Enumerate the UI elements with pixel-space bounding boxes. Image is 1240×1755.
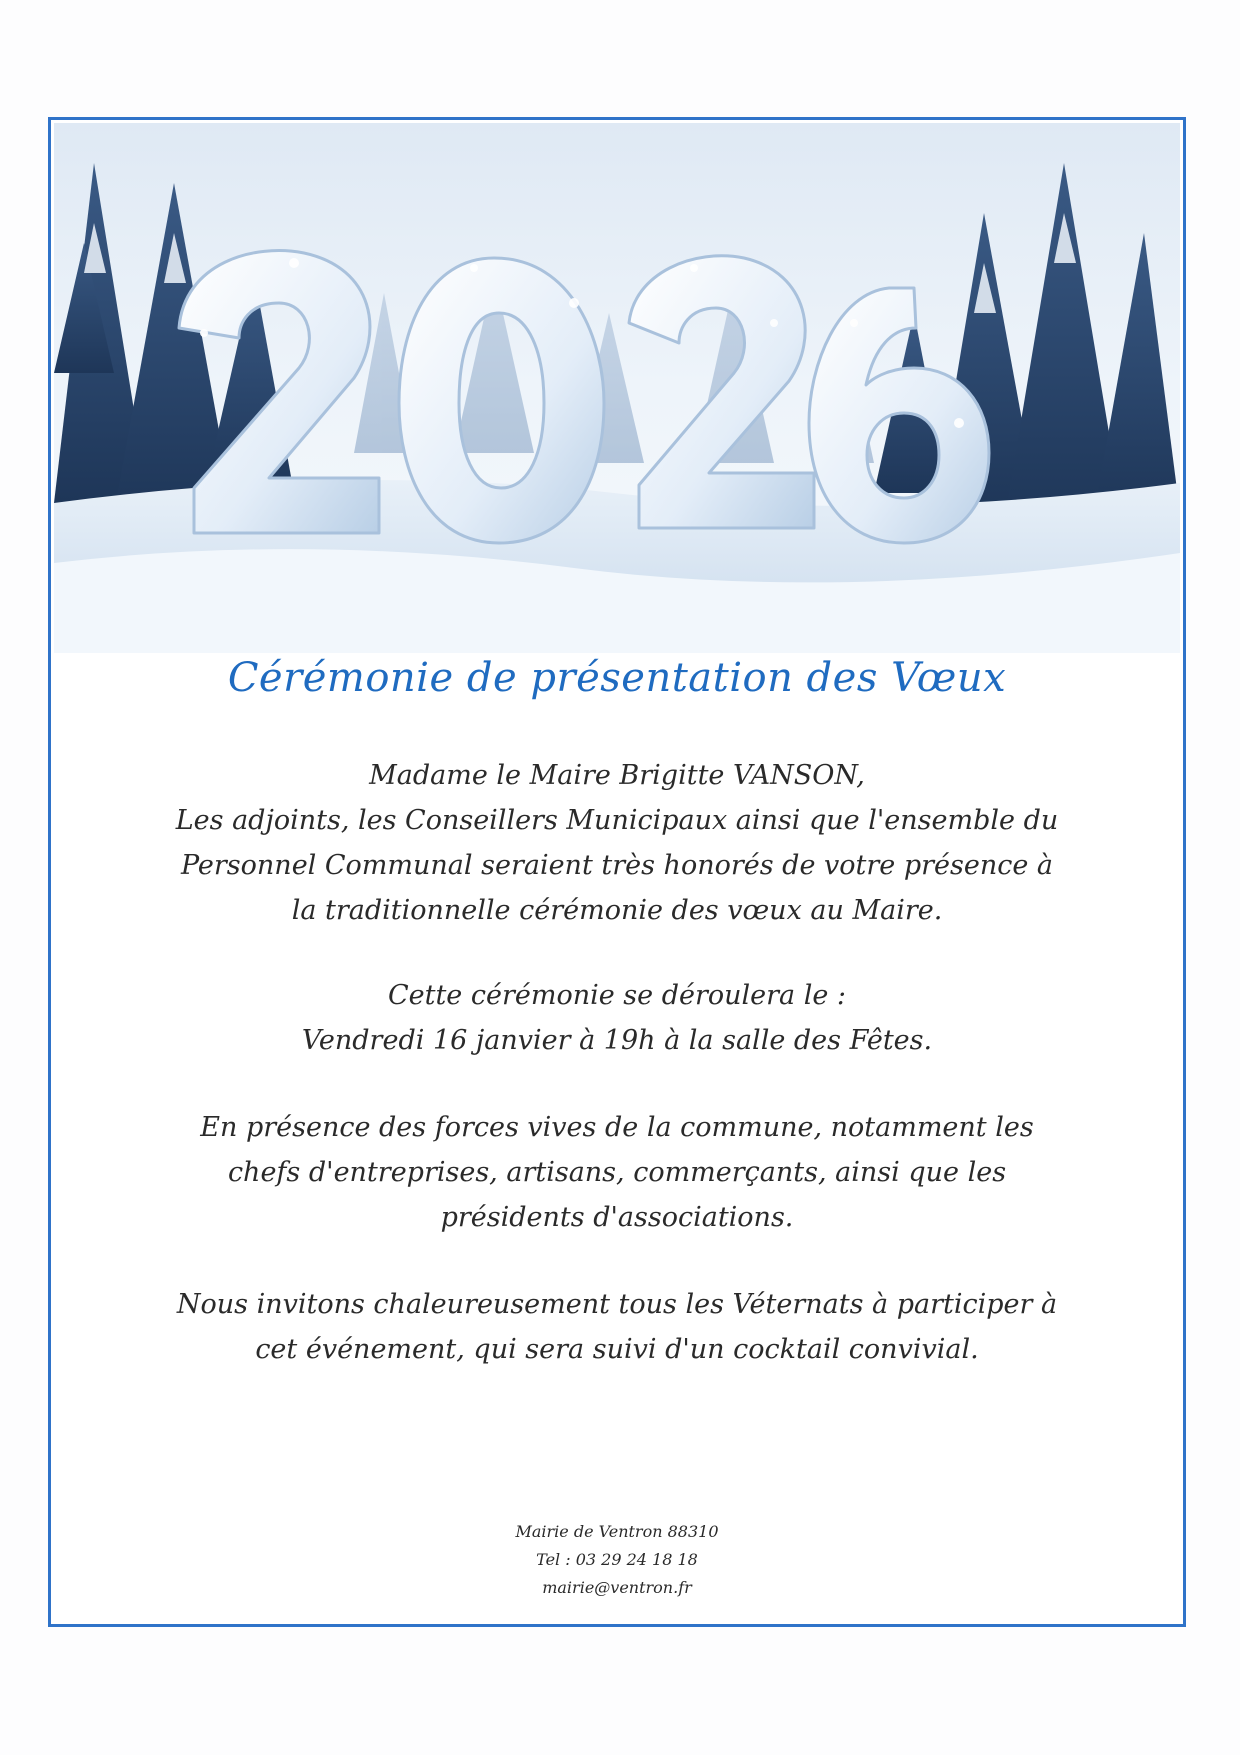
- invitation-paragraph-hosts: [111, 753, 1123, 933]
- text-line: Personnel Communal seraient très honorés de votre présence à: [180, 850, 1054, 881]
- text-line: la traditionnelle cérémonie des vœux au Maire.: [291, 895, 943, 926]
- invitation-paragraph-closing: [111, 1282, 1123, 1372]
- text-line: chefs d'entreprises, artisans, commerçants, ainsi que les: [227, 1157, 1007, 1188]
- invitation-paragraph-guests: [111, 1105, 1123, 1240]
- footer-phone: Tel : 03 29 24 18 18: [536, 1550, 698, 1569]
- text-line: Nous invitons chaleureusement tous les Véternats à participer à: [176, 1289, 1058, 1320]
- footer-email: mairie@ventron.fr: [542, 1578, 692, 1597]
- text-line: présidents d'associations.: [440, 1202, 794, 1233]
- blue-frame: [48, 117, 1186, 1627]
- text-line: Vendredi 16 janvier à 19h à la salle des Fêtes.: [301, 1025, 933, 1056]
- footer-address: Mairie de Ventron 88310: [515, 1522, 719, 1541]
- ceremony-title: Cérémonie de présentation des Vœux: [227, 655, 1007, 701]
- invitation-paragraph-date: [111, 973, 1123, 1063]
- text-line: Cette cérémonie se déroulera le :: [387, 980, 847, 1011]
- contact-footer: [51, 1518, 1183, 1602]
- text-line: En présence des forces vives de la commune, notamment les: [200, 1112, 1034, 1143]
- text-line: Les adjoints, les Conseillers Municipaux ainsi que l'ensemble du: [175, 805, 1059, 836]
- text-line: Madame le Maire Brigitte VANSON,: [369, 760, 865, 791]
- text-line: cet événement, qui sera suivi d'un cocktail convivial.: [255, 1334, 979, 1365]
- winter-banner-image: [54, 123, 1180, 653]
